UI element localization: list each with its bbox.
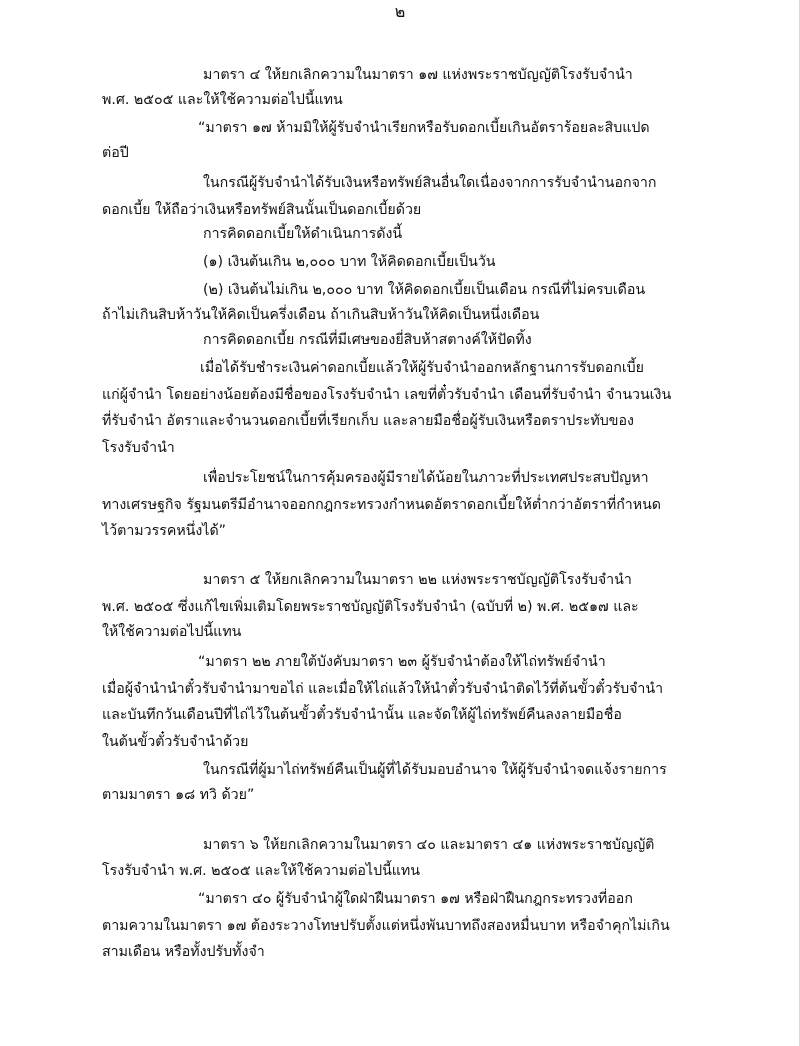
text-line: “มาตรา ๔๐ ผู้รับจำนำผู้ใดฝ่าฝืนมาตรา ๑๗ หรือฝ่าฝืนกฎกระทรวงที่ออก [198,891,633,907]
text-line: ในกรณีผู้รับจำนำได้รับเงินหรือทรัพย์สินอื่นใดเนื่องจากการรับจำนำนอกจาก [203,175,657,191]
text-line: แก่ผู้จำนำ โดยอย่างน้อยต้องมีชื่อของโรงรับจำนำ เลขที่ตั๋วรับจำนำ เดือนที่รับจำนำ จำนวนเงิน [102,387,672,403]
text-line: เมื่อได้รับชำระเงินค่าดอกเบี้ยแล้วให้ผู้รับจำนำออกหลักฐานการรับดอกเบี้ย [200,360,644,376]
text-line: สามเดือน หรือทั้งปรับทั้งจำ [102,944,265,960]
text-line: มาตรา ๔ ให้ยกเลิกความในมาตรา ๑๗ แห่งพระราชบัญญัติโรงรับจำนำ [203,67,633,83]
text-line: พ.ศ. ๒๕๐๕ และให้ใช้ความต่อไปนี้แทน [102,92,343,108]
text-line: มาตรา ๕ ให้ยกเลิกความในมาตรา ๒๒ แห่งพระราชบัญญัติโรงรับจำนำ [203,572,632,588]
text-line: มาตรา ๖ ให้ยกเลิกความในมาตรา ๔๐ และมาตรา ๔๑ แห่งพระราชบัญญัติ [203,837,655,853]
text-line: ที่รับจำนำ อัตราและจำนวนดอกเบี้ยที่เรียกเก็บ และลายมือชื่อผู้รับเงินหรือตราประทับของ [102,413,634,429]
text-line: ตามมาตรา ๑๘ ทวิ ด้วย” [102,787,255,803]
text-line: ทางเศรษฐกิจ รัฐมนตรีมีอำนาจออกกฎกระทรวงกำหนดอัตราดอกเบี้ยให้ต่ำกว่าอัตราที่กำหนด [102,497,662,513]
text-line: (๒) เงินต้นไม่เกิน ๒,๐๐๐ บาท ให้คิดดอกเบี้ยเป็นเดือน กรณีที่ไม่ครบเดือน [203,282,646,298]
text-line: ไว้ตามวรรคหนึ่งได้” [102,523,227,539]
text-line: พ.ศ. ๒๕๐๕ ซึ่งแก้ไขเพิ่มเติมโดยพระราชบัญญัติโรงรับจำนำ (ฉบับที่ ๒) พ.ศ. ๒๕๑๗ และ [102,599,639,615]
page-number: ๒ [394,2,406,21]
text-line: “มาตรา ๒๒ ภายใต้บังคับมาตรา ๒๓ ผู้รับจำนำต้องให้ไถ่ทรัพย์จำนำ [198,654,606,670]
text-line: เมื่อผู้จำนำนำตั๋วรับจำนำมาขอไถ่ และเมื่อให้ไถ่แล้วให้นำตั๋วรับจำนำติดไว้ที่ต้นขั้วตั๋วรับจำนำ [102,681,664,697]
text-line: โรงรับจำนำ พ.ศ. ๒๕๐๕ และให้ใช้ความต่อไปนี้แทน [102,863,420,879]
text-line: ดอกเบี้ย ให้ถือว่าเงินหรือทรัพย์สินนั้นเป็นดอกเบี้ยด้วย [102,202,422,218]
text-line: ให้ใช้ความต่อไปนี้แทน [102,624,242,640]
text-line: ในต้นขั้วตั๋วรับจำนำด้วย [102,734,249,750]
text-line: การคิดดอกเบี้ย กรณีที่มีเศษของยี่สิบห้าสตางค์ให้ปัดทิ้ง [203,332,532,348]
text-line: โรงรับจำนำ [102,440,175,456]
text-line: ในกรณีที่ผู้มาไถ่ทรัพย์คืนเป็นผู้ที่ได้รับมอบอำนาจ ให้ผู้รับจำนำจดแจ้งรายการ [203,762,667,778]
text-line: เพื่อประโยชน์ในการคุ้มครองผู้มีรายได้น้อยในภาวะที่ประเทศประสบปัญหา [203,470,649,486]
text-line: ถ้าไม่เกินสิบห้าวันให้คิดเป็นครึ่งเดือน ถ้าเกินสิบห้าวันให้คิดเป็นหนึ่งเดือน [102,307,540,323]
text-line: ตามความในมาตรา ๑๗ ต้องระวางโทษปรับตั้งแต่หนึ่งพันบาทถึงสองหมื่นบาท หรือจำคุกไม่เกิน [102,918,670,934]
text-line: “มาตรา ๑๗ ห้ามมิให้ผู้รับจำนำเรียกหรือรับดอกเบี้ยเกินอัตราร้อยละสิบแปด [198,120,650,136]
text-line: การคิดดอกเบี้ยให้ดำเนินการดังนี้ [203,226,403,242]
text-line: และบันทึกวันเดือนปีที่ไถ่ไว้ในต้นขั้วตั๋วรับจำนำนั้น และจัดให้ผู้ไถ่ทรัพย์คืนลงลายมือชื่อ [102,707,622,723]
text-line: (๑) เงินต้นเกิน ๒,๐๐๐ บาท ให้คิดดอกเบี้ยเป็นวัน [203,254,496,270]
text-line: ต่อปี [102,145,129,161]
